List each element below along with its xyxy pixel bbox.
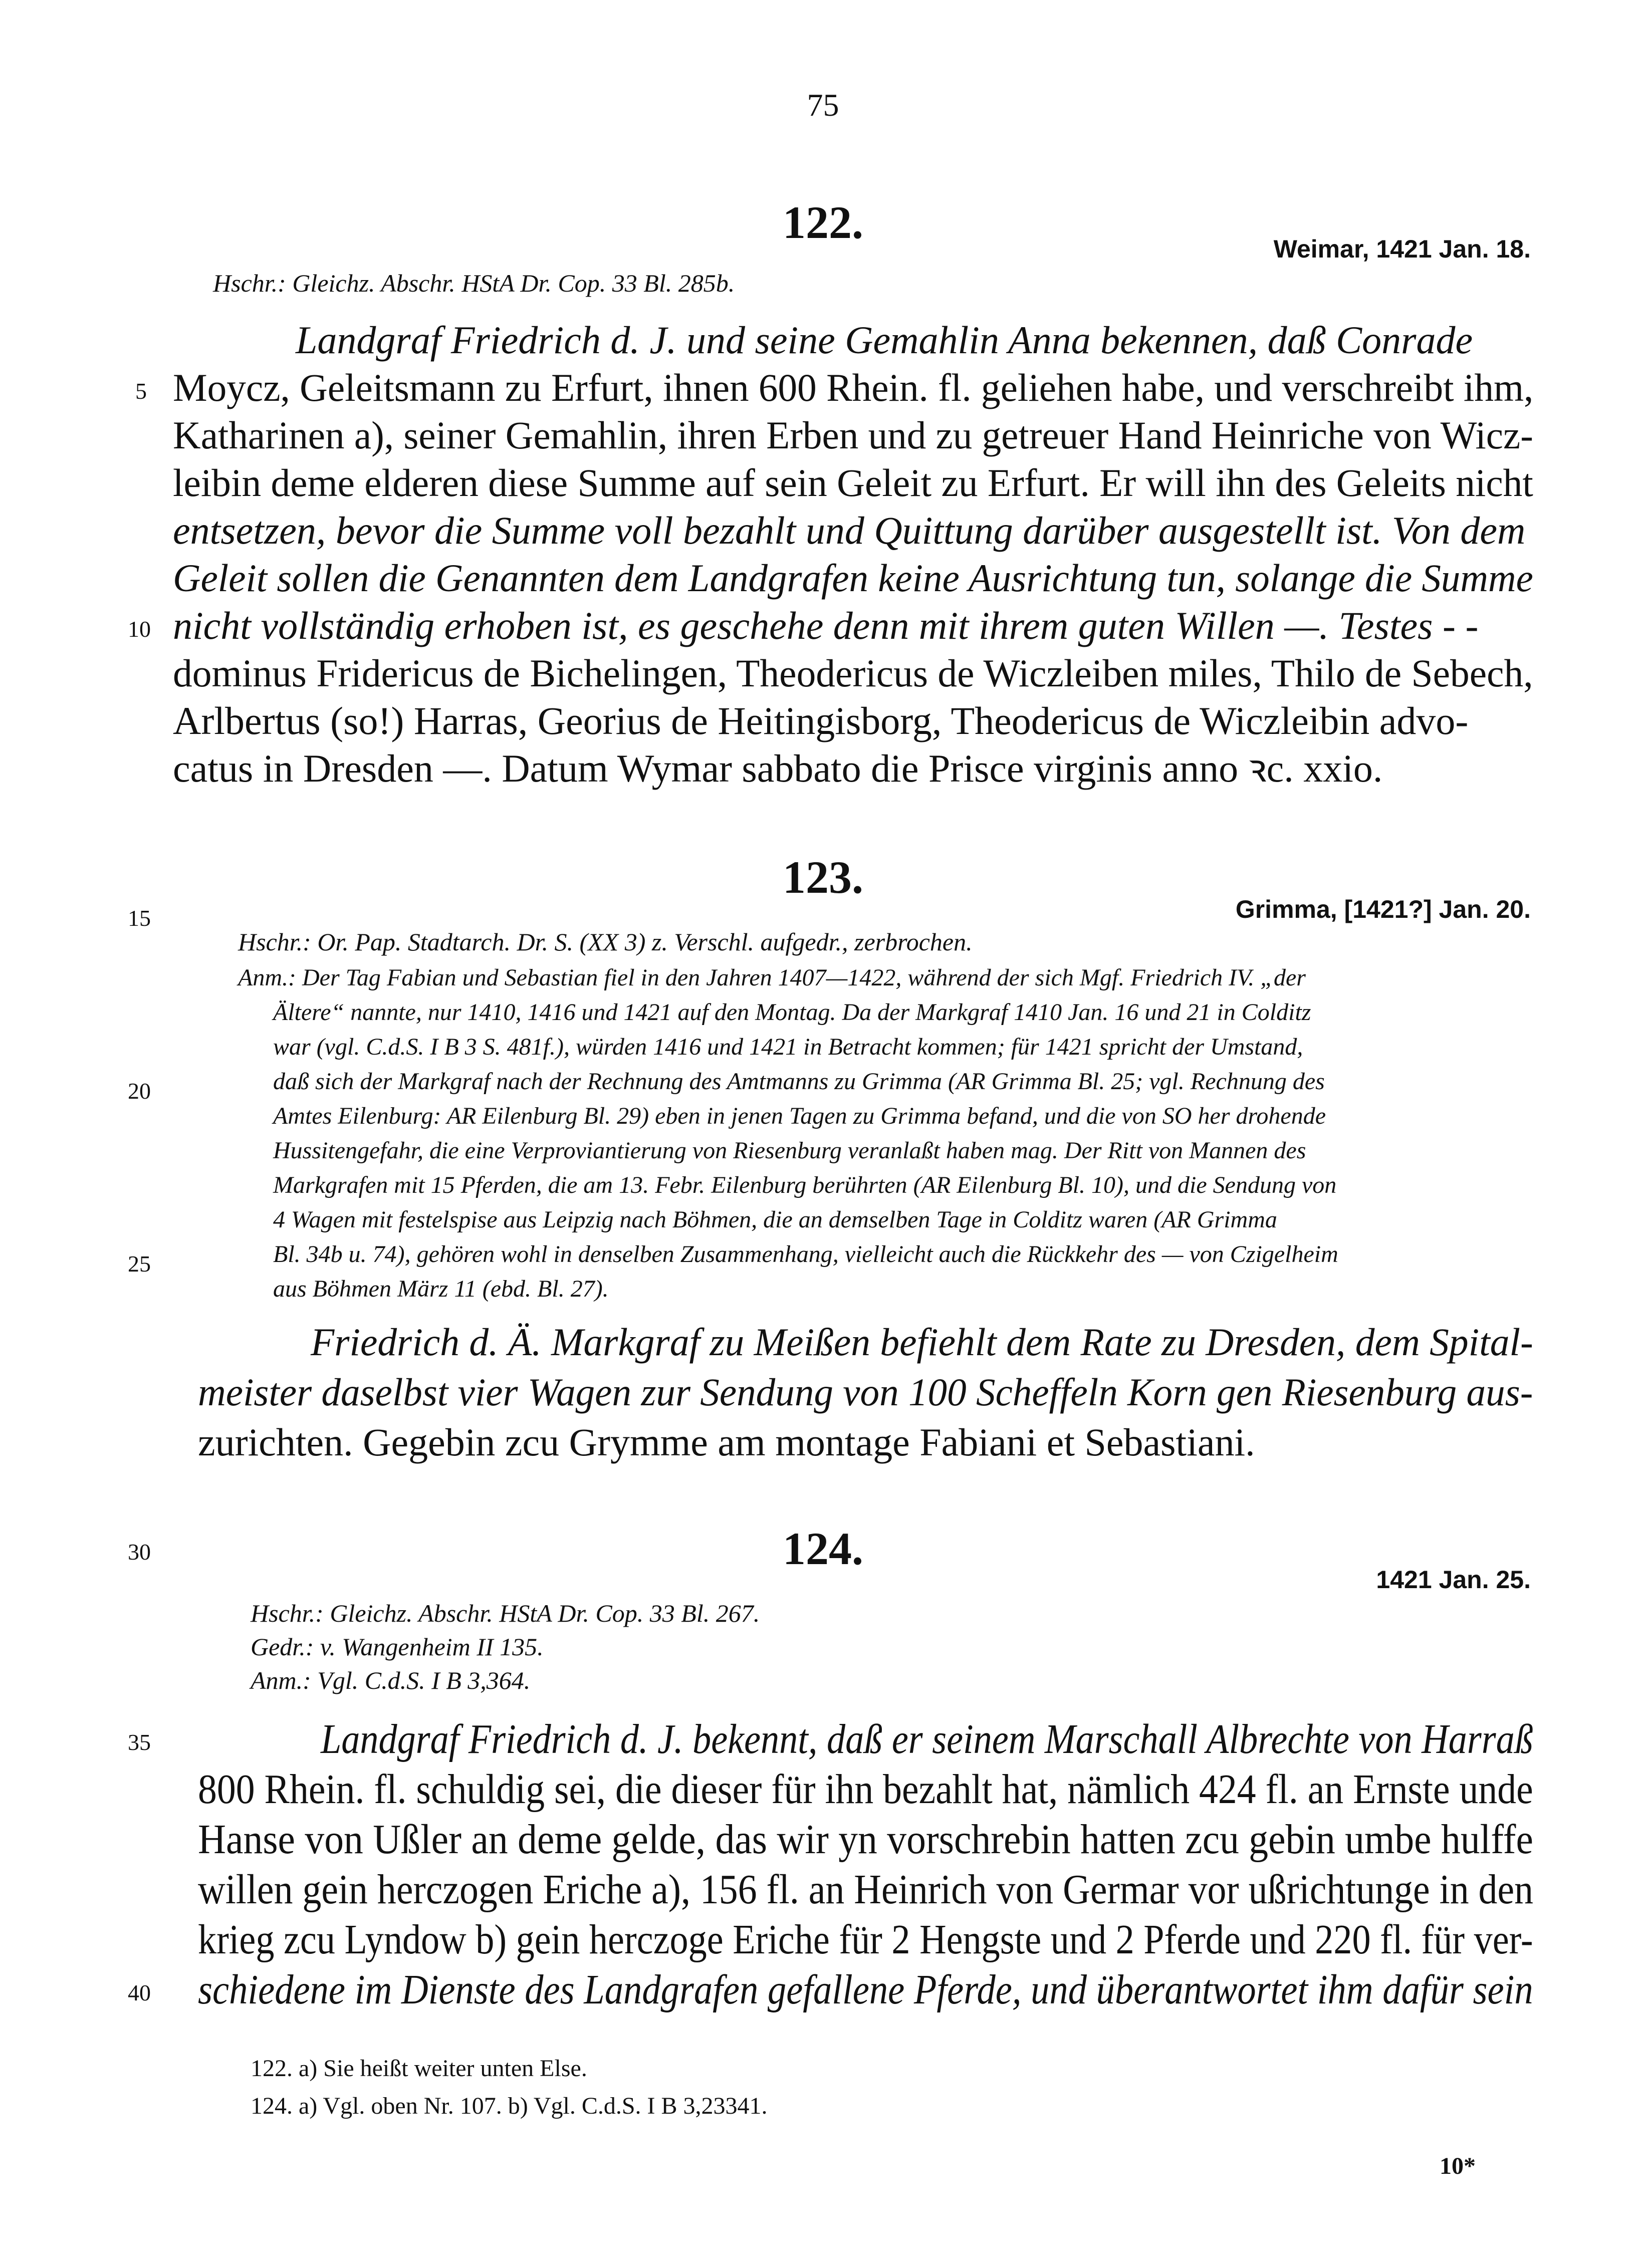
doc-122-line: dominus Fridericus de Bichelingen, Theodericus de Wiczleiben miles, Thilo de Sebech, xyxy=(173,651,1533,695)
doc-124-source: Hschr.: Gleichz. Abschr. HStA Dr. Cop. 33 Bl. 267. xyxy=(251,1599,760,1627)
page-number: 75 xyxy=(807,87,839,123)
doc-124-line: 800 Rhein. fl. schuldig sei, die dieser für ihn bezahlt hat, nämlich 424 fl. an Ernste unde xyxy=(198,1766,1533,1813)
doc-123-note-line: Markgrafen mit 15 Pferden, die am 13. Febr. Eilenburg berührten (AR Eilenburg Bl. 10), und die Sendung von xyxy=(273,1172,1337,1198)
doc-123-line: meister daselbst vier Wagen zur Sendung von 100 Scheffeln Korn gen Riesenburg aus- xyxy=(198,1370,1533,1414)
doc-122-line: leibin deme elderen diese Summe auf sein Geleit zu Erfurt. Er will ihn des Geleits nicht xyxy=(173,461,1533,505)
doc-123-number: 123. xyxy=(783,852,863,903)
doc-122-date: Weimar, 1421 Jan. 18. xyxy=(1273,235,1531,263)
footnote: 122. a) Sie heißt weiter unten Else. xyxy=(251,2055,587,2082)
doc-123-note-line: 4 Wagen mit festelspise aus Leipzig nach Böhmen, die an demselben Tage in Colditz waren (AR Grimma xyxy=(273,1206,1277,1233)
doc-123-date: Grimma, [1421?] Jan. 20. xyxy=(1235,895,1531,923)
doc-124-line: Landgraf Friedrich d. J. bekennt, daß er seinem Marschall Albrechte von Harraß xyxy=(321,1716,1533,1762)
doc-124-number: 124. xyxy=(783,1523,863,1574)
doc-123-note-line: aus Böhmen März 11 (ebd. Bl. 27). xyxy=(273,1276,609,1302)
doc-124-source: Anm.: Vgl. C.d.S. I B 3,364. xyxy=(251,1666,531,1694)
doc-123-note-line: daß sich der Markgraf nach der Rechnung des Amtmanns zu Grimma (AR Grimma Bl. 25; vgl. Rechnung des xyxy=(273,1068,1325,1095)
line-number: 10 xyxy=(128,616,151,642)
doc-122-number: 122. xyxy=(783,197,863,248)
doc-122-line: Katharinen a), seiner Gemahlin, ihren Erben und zu getreuer Hand Heinriche von Wicz- xyxy=(173,413,1533,457)
doc-123-source: Hschr.: Or. Pap. Stadtarch. Dr. S. (XX 3) z. Verschl. aufgedr., zerbrochen. xyxy=(238,928,973,956)
doc-122-line: Landgraf Friedrich d. J. und seine Gemahlin Anna bekennen, daß Conrade xyxy=(296,318,1473,362)
doc-123-note-line: Amtes Eilenburg: AR Eilenburg Bl. 29) eben in jenen Tagen zu Grimma befand, und die von SO her drohende xyxy=(273,1103,1326,1129)
line-number: 30 xyxy=(128,1539,151,1565)
line-number: 35 xyxy=(128,1729,151,1755)
doc-123-line: zurichten. Gegebin zcu Grymme am montage Fabiani et Sebastiani. xyxy=(198,1420,1255,1464)
doc-123-line: Friedrich d. Ä. Markgraf zu Meißen befiehlt dem Rate zu Dresden, dem Spital- xyxy=(311,1320,1533,1364)
doc-124-date: 1421 Jan. 25. xyxy=(1376,1566,1531,1594)
line-number: 15 xyxy=(128,905,151,931)
doc-124-source: Gedr.: v. Wangenheim II 135. xyxy=(251,1633,544,1661)
doc-123-note-line: Bl. 34b u. 74), gehören wohl in denselben Zusammenhang, vielleicht auch die Rückkehr des — von Czigelheim xyxy=(273,1241,1338,1268)
line-number: 5 xyxy=(135,378,147,404)
doc-122-line: Moycz, Geleitsmann zu Erfurt, ihnen 600 Rhein. fl. geliehen habe, und verschreibt ihm, xyxy=(173,366,1534,409)
doc-122-line: Geleit sollen die Genannten dem Landgrafen keine Ausrichtung tun, solange die Summe xyxy=(173,556,1533,600)
doc-124-line: krieg zcu Lyndow b) gein herczoge Eriche für 2 Hengste und 2 Pferde und 220 fl. für ver- xyxy=(198,1916,1533,1963)
doc-124-line: schiedene im Dienste des Landgrafen gefallene Pferde, und überantwortet ihm dafür sein xyxy=(198,1966,1533,2013)
line-number: 25 xyxy=(128,1251,151,1277)
doc-123-note-line: Hussitengefahr, die eine Verproviantierung von Riesenburg veranlaßt haben mag. Der Ritt von Mannen des xyxy=(273,1137,1306,1164)
doc-123-note-line: war (vgl. C.d.S. I B 3 S. 481f.), würden 1416 und 1421 in Betracht kommen; für 1421 spricht der Umstand, xyxy=(273,1034,1303,1060)
line-number: 40 xyxy=(128,1980,151,2005)
doc-123-note-line: Ältere“ nannte, nur 1410, 1416 und 1421 auf den Montag. Da der Markgraf 1410 Jan. 16 und 21 in Colditz xyxy=(273,999,1311,1026)
line-number: 20 xyxy=(128,1078,151,1104)
doc-122-line: catus in Dresden —. Datum Wymar sabbato die Prisce virginis anno ꝛc. xxio. xyxy=(173,746,1383,790)
footnote: 124. a) Vgl. oben Nr. 107. b) Vgl. C.d.S. I B 3,23341. xyxy=(251,2093,768,2119)
doc-122-line: Arlbertus (so!) Harras, Georius de Heitingisborg, Theodericus de Wiczleibin advo- xyxy=(173,699,1469,742)
doc-123-note-line: Anm.: Der Tag Fabian und Sebastian fiel in den Jahren 1407—1422, während der sich Mgf. Friedrich IV. „der xyxy=(238,964,1306,991)
doc-122-source: Hschr.: Gleichz. Abschr. HStA Dr. Cop. 33 Bl. 285b. xyxy=(213,269,735,297)
doc-124-line: Hanse von Ußler an deme gelde, das wir yn vorschrebin hatten zcu gebin umbe hulffe xyxy=(198,1816,1533,1863)
doc-122-line: nicht vollständig erhoben ist, es geschehe denn mit ihrem guten Willen —. Testes - - xyxy=(173,604,1479,647)
sheet-signature: 10* xyxy=(1440,2153,1476,2179)
doc-122-line: entsetzen, bevor die Summe voll bezahlt und Quittung darüber ausgestellt ist. Von dem xyxy=(173,509,1526,552)
doc-124-line: willen gein herczogen Eriche a), 156 fl. an Heinrich von Germar vor ußrichtunge in den xyxy=(198,1866,1534,1913)
